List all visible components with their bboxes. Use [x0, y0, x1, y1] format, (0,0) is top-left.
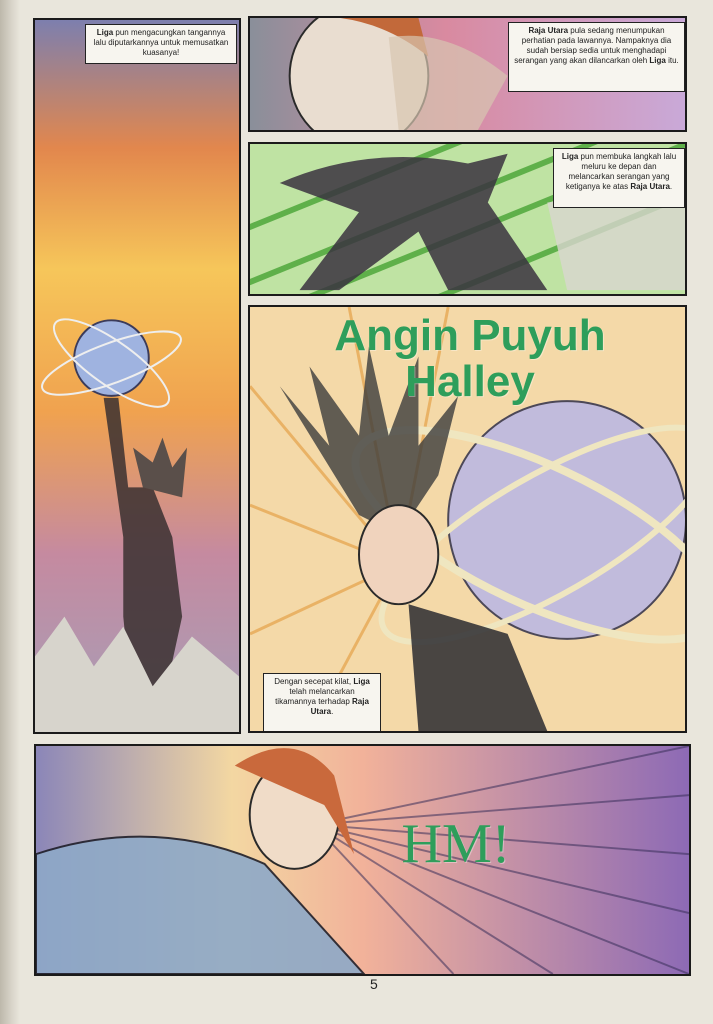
panel-3-caption — [553, 148, 685, 208]
panel-liga-charging — [248, 142, 687, 296]
attack-name-line-2: Halley — [405, 357, 535, 406]
panel-2-caption — [508, 22, 685, 92]
caption-speaker-liga: Liga — [353, 677, 370, 686]
panel-raja-utara-focus — [248, 16, 687, 132]
caption-text-end: . — [331, 707, 334, 716]
caption-text: pun membuka langkah lalu meluru ke depan dan melancarkan serangan yang ketiganya ke atas — [565, 152, 677, 191]
panel-angin-puyuh-halley — [248, 305, 687, 733]
caption-name-raja-utara: Raja Utara — [630, 182, 670, 191]
caption-name-liga: Liga — [649, 56, 666, 65]
book-spine-shadow — [0, 0, 20, 1024]
caption-text-end: . — [669, 182, 673, 191]
caption-text-mid: telah melancarkan tikamannya terhadap — [275, 687, 355, 706]
attack-name-title — [290, 313, 650, 405]
panel-1-art — [35, 20, 239, 732]
sound-effect-hm: HM! — [401, 813, 511, 875]
panel-1-caption — [85, 24, 237, 64]
caption-text: pula sedang menumpukan perhatian pada lawannya. Nampaknya dia sudah bersiap sedia untuk menghadapi serangan yang akan dilancarkan oleh — [514, 26, 672, 65]
caption-name-raja-utara: Raja Utara — [310, 697, 369, 716]
panel-5-art — [36, 746, 689, 974]
page-number: 5 — [370, 976, 378, 992]
caption-speaker-raja-utara: Raja Utara — [528, 26, 569, 35]
caption-text: pun mengacungkan tangannya lalu diputarkannya untuk memusatkan kuasanya! — [93, 28, 229, 57]
panel-raja-utara-hm — [34, 744, 691, 976]
caption-speaker-liga: Liga — [561, 152, 579, 161]
panel-liga-raising-hand — [33, 18, 241, 734]
attack-name-line-1: Angin Puyuh — [334, 311, 606, 360]
caption-text: Dengan secepat kilat, — [274, 677, 354, 686]
caption-text-end: itu. — [665, 56, 679, 65]
caption-speaker-liga: Liga — [96, 28, 114, 37]
panel-4-caption — [263, 673, 381, 733]
